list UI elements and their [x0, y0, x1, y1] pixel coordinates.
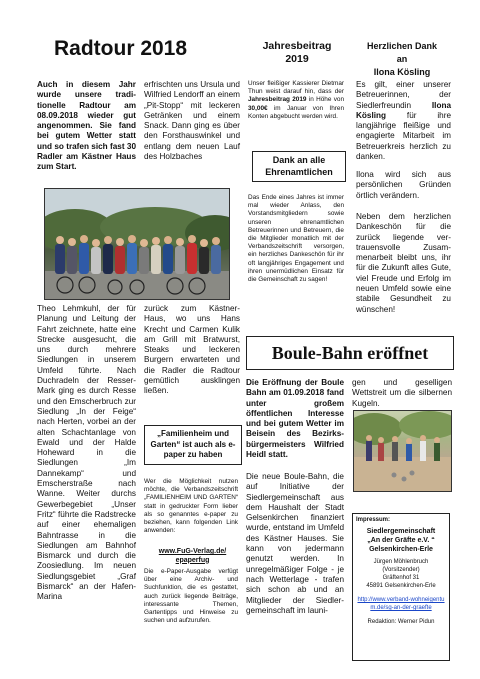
- boule-photo-scene: [354, 411, 451, 491]
- radtour-title: Radtour 2018: [54, 37, 188, 60]
- group-photo-scene: [45, 189, 229, 299]
- impressum-org-2: „An der Gräfte e.V. “: [367, 537, 435, 544]
- impressum-label: Impressum:: [356, 517, 391, 523]
- radtour-column1-bottom: Theo Lehmkuhl, der für Planung und Leitung der Fahrt zeichnete, hatte eine Strecke ausgesucht, die uns durch mehrere Siedlungen in unserem Umfeld führte. Nach Duchradeln der Resser-Mark ging es durch Resse und den Emscherbruch zur Siedlung „In der Feige“ nach Herten, vorbei an der alten Schachtanlage von Ewald und der Halde Hoheward in die Siedlungen „Im Dannekamp“ und Emscherstraße nach Wanne. Weiter durchs Gewerbegebiet „Unser Fritz“ führte die Radstrecke auf einer ehemaligen Bahntrasse in die Siedlungen am Bahnhof Bismarck und durch die Zoosiedlung. Im neuen Siedlungsgebiet „Graf Bismarck“ an der Hafen-Marina: [37, 304, 136, 602]
- boule-column2-top: gen und geselligen Wettstreit um die silbernen Kugeln.: [352, 378, 452, 408]
- jahresbeitrag-amount: 30,00€: [248, 104, 268, 112]
- ehrenamt-text: Das Ende eines Jahres ist immer mal wieder Anlass, den Vorstandsmitgliedern sowie unseren ehrenamtlichen Betreuerinnen und Betreuern, die die Mitglieder monatlich mit der Verbandszeitschrift versorgen, ein herzliches Dankeschön für ihr oft langjähriges Engagement und ihren unermüdlichen Einsatz für die Gemeinschaft zu sagen!: [248, 194, 344, 284]
- jahresbeitrag-label: Jahresbeitrag 2019: [248, 96, 307, 104]
- boule-photo: [353, 410, 452, 492]
- dank-paragraph-3: Neben dem herzlichen Dankeschön für die zurück liegende vertrauensvolle Zusammenarbeit bleibt uns, ihr für die Zukunft alles Gute, viel Freude und Erfolg im neuen Umfeld sowie eine stabile Gesundheit zu wünschen!: [356, 212, 451, 314]
- impressum-link[interactable]: http://www.verband-wohneigentum.de/sg-an-der-graefte: [357, 597, 445, 611]
- group-photo: [44, 188, 230, 300]
- dank-title-line3: Ilona Kösling: [373, 67, 431, 77]
- impressum-person: Jürgen Möhlenbruch: [373, 559, 429, 565]
- radtour-intro: Auch in diesem Jahr wurde unsere traditionelle Radtour am 08.09.2018 wieder gut angenommen. Sie fand bei gutem Wetter statt und so trafen sich fast 30 Radler am Kästner Haus zum Start.: [37, 80, 136, 172]
- ehrenamt-box: Dank an alle Ehrenamtlichen: [252, 151, 346, 182]
- epaper-box: „Familienheim und Garten“ ist auch als e-paper zu haben: [144, 425, 242, 465]
- impressum-org-1: Siedlergemeinschaft: [366, 528, 436, 535]
- jahresbeitrag-text: [248, 80, 344, 121]
- dank-p1-b: für ihre langjährige fleißige und engagierte Mitarbeit im Betreuerkreis herzlich zu danken.: [356, 110, 452, 162]
- epaper-text-2: Die e-Paper-Ausgabe verfügt über eine Archiv- und Suchfunktion, die es gestattet, auch zurück liegende Beiträge, interessante Themen, Gartentipps und Hinweise zu suchen und aufzurufen.: [144, 568, 238, 625]
- radtour-column2-bottom: zurück zum Kästner-Haus, wo uns Hans Krecht und Carmen Kulik am Grill mit Bratwurst, Steaks und leckeren Burgern erwarteten und die Radler die Radtour gemütlich ausklingen ließen.: [144, 304, 240, 396]
- dank-p1-name: Ilona Kösling: [356, 100, 451, 120]
- dank-title-line2: an: [396, 54, 408, 64]
- impressum-box: [352, 513, 450, 661]
- jahresbeitrag-text-a: Unser fleißiger Kassierer Dietmar Thun weist darauf hin, dass der: [248, 80, 344, 96]
- epaper-link[interactable]: www.FuG-Verlag.de/ epaperfug: [158, 548, 227, 564]
- jahresbeitrag-text-c: im Januar von Ihren Konten abgebucht werden wird.: [248, 104, 344, 120]
- dank-paragraph-2: Ilona wird sich aus persönlichen Gründen örtlich verändern.: [356, 170, 451, 200]
- jahresbeitrag-text-b: in Höhe von: [308, 96, 345, 104]
- impressum-org-3: Gelsenkirchen-Erle: [369, 546, 433, 553]
- boule-title-frame: [246, 336, 454, 370]
- epaper-text: Wer die Möglichkeit nutzen möchte, die Verbandszeitschrift „FAMILIENHEIM UND GARTEN“ statt in gedruckter Form lieber als so genanntes e-paper zu beziehen, kann folgenden Link anwenden:: [144, 478, 238, 535]
- impressum-role: (Vorsitzender): [382, 567, 420, 573]
- jahresbeitrag-title: Jahresbeitrag 2019: [262, 40, 332, 65]
- dank-title: [352, 40, 452, 79]
- radtour-column2-top: erfrischten uns Ursula und Wilfried Lendorff an einem „Pit-Stopp“ mit leckeren Getränken und einem Snack. Dann ging es über den Forsthauswinkel und entlang dem neuen Lauf des Holzbaches: [144, 80, 240, 162]
- impressum-street: Gräftenhof 31: [382, 575, 420, 581]
- dank-paragraph-1: [356, 80, 451, 162]
- dank-title-line1: Herzlichen Dank: [366, 41, 438, 51]
- boule-text: Die neue Boule-Bahn, die auf Initiative der Siedlergemeinschaft aus dem Haushalt der Stadt Gelsenkirchen finanziert wurde, entstand im Umfeld des Kästner Hauses. Sie kann von jedermann genutzt werden. In unregelmäßiger Folge - je nach Wetterlage - trafen sich schon ab und an Mitglieder der Siedlergemeinschaft im launi-: [246, 472, 344, 615]
- dank-p1-a: Es gilt, einer unserer Betreuerinnen, der Siedlerfreundin: [356, 80, 451, 110]
- boule-title: Boule-Bahn eröffnet: [271, 343, 429, 363]
- boule-lead: Die Eröffnung der Boule Bahn am 01.09.2018 fand unter großem öffentlichen Interesse und bei gutem Wetter im Beisein des Bezirksbürgermeisters Wilfried Heidl statt.: [246, 378, 344, 460]
- impressum-city: 45891 Gelsenkirchen-Erle: [366, 583, 436, 589]
- impressum-redaktion: Redaktion: Werner Pidun: [367, 619, 435, 625]
